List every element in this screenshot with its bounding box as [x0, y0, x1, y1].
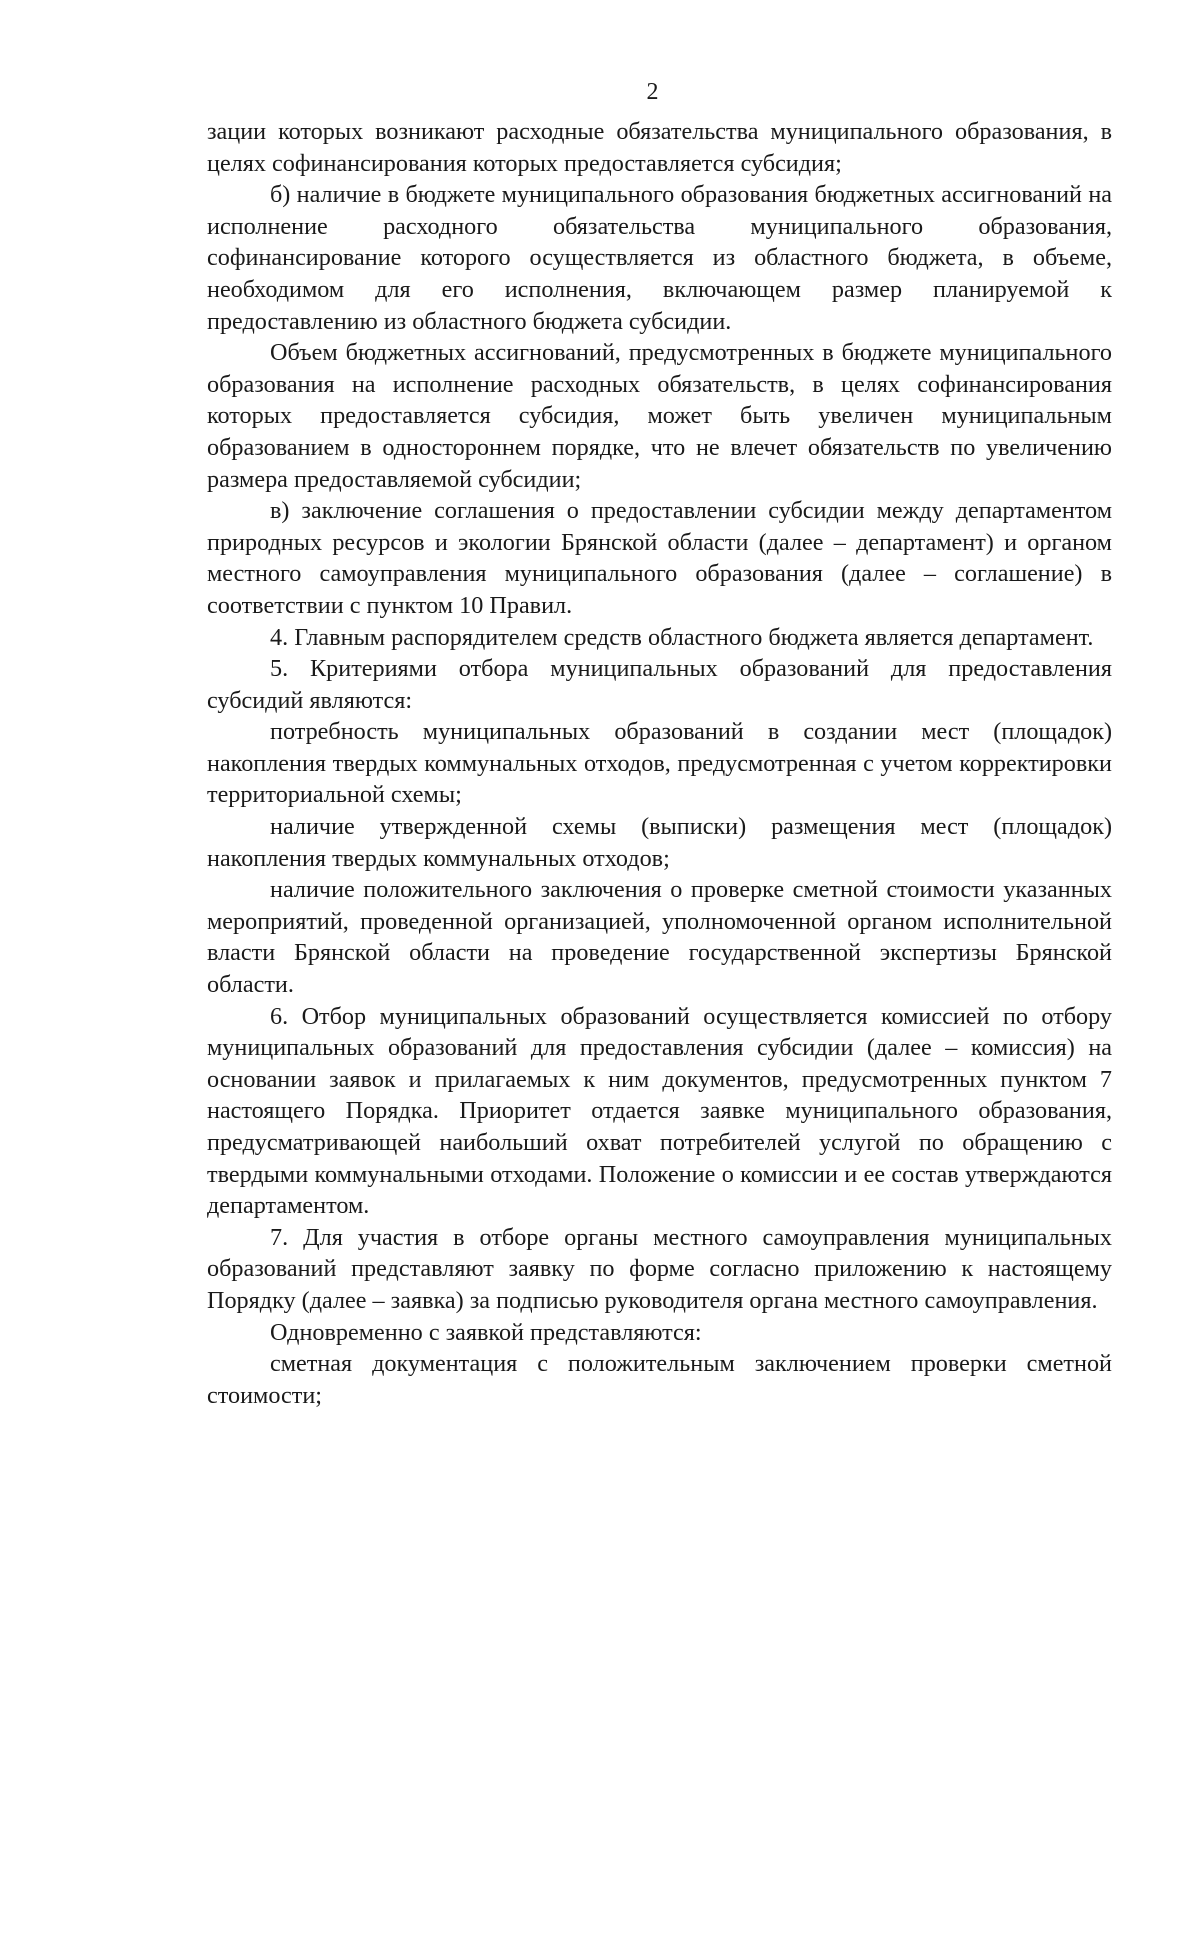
paragraph: в) заключение соглашения о предоставлении субсидии между департаментом природных ресурсов и экологии Брянской области (далее – департамент) и органом местного самоуправления муниципального образования (далее – соглашение) в соответствии с пунктом 10 Правил. [207, 497, 1112, 619]
document-body [207, 116, 1112, 1411]
paragraph: 7. Для участия в отборе органы местного самоуправления муниципальных образований представляют заявку по форме согласно приложению к настоящему Порядку (далее – заявка) за подписью руководителя органа местного самоуправления. [207, 1223, 1112, 1314]
paragraph: наличие утвержденной схемы (выписки) размещения мест (площадок) накопления твердых коммунальных отходов; [207, 813, 1112, 872]
paragraph: 4. Главным распорядителем средств областного бюджета является департамент. [270, 623, 1094, 651]
page-number: 2 [646, 79, 659, 105]
paragraph: Объем бюджетных ассигнований, предусмотренных в бюджете муниципального образования на исполнение расходных обязательств, в целях софинансирования которых предоставляется субсидия, может быть увеличен муниципальным образованием в одностороннем порядке, что не влечет обязательств по увеличению размера предоставляемой субсидии; [207, 339, 1112, 493]
paragraph: Одновременно с заявкой представляются: [270, 1318, 702, 1346]
paragraph: б) наличие в бюджете муниципального образования бюджетных ассигнований на исполнение расходного обязательства муниципального образования, софинансирование которого осуществляется из областного бюджета, в объеме, необходимом для его исполнения, включающем размер планируемой к предоставлению из областного бюджета субсидии. [207, 181, 1112, 335]
paragraph: 6. Отбор муниципальных образований осуществляется комиссией по отбору муниципальных образований для предоставления субсидии (далее – комиссия) на основании заявок и прилагаемых к ним документов, предусмотренных пунктом 7 настоящего Порядка. Приоритет отдается заявке муниципального образования, предусматривающей наибольший охват потребителей услугой по обращению с твердыми коммунальными отходами. Положение о комиссии и ее состав утверждаются департаментом. [207, 1002, 1112, 1220]
paragraph: 5. Критериями отбора муниципальных образований для предоставления субсидий являются: [207, 655, 1112, 714]
paragraph: наличие положительного заключения о проверке сметной стоимости указанных мероприятий, проведенной организацией, уполномоченной органом исполнительной власти Брянской области на проведение государственной экспертизы Брянской области. [207, 876, 1112, 999]
paragraph: зации которых возникают расходные обязательства муниципального образования, в целях софинансирования которых предоставляется субсидия; [207, 118, 1112, 177]
paragraph: потребность муниципальных образований в создании мест (площадок) накопления твердых коммунальных отходов, предусмотренная с учетом корректировки территориальной схемы; [207, 718, 1112, 809]
paragraph: сметная документация с положительным заключением проверки сметной стоимости; [207, 1350, 1112, 1409]
